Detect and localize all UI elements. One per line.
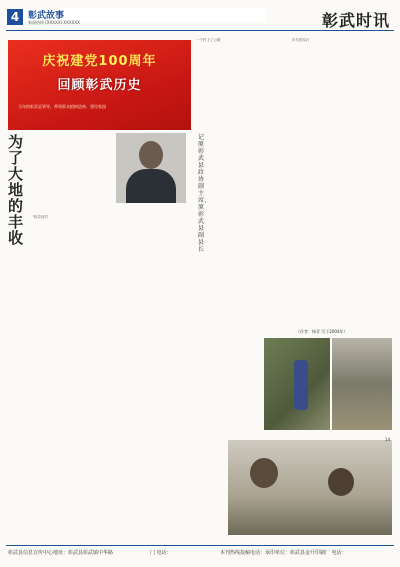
article-column-top-right bbox=[292, 38, 392, 278]
person-head-1 bbox=[250, 458, 278, 488]
article-column-top-mid bbox=[196, 38, 288, 278]
banner-caption: 当年的彰武县领导，带领群众植树造林，建设家园 bbox=[18, 104, 106, 109]
footer-left: 彰武县信息宣传中心地址：彰武县彰武镇中华路 bbox=[8, 550, 114, 556]
field-photo-bottom bbox=[228, 440, 392, 535]
header-subline: 新闻热线 (XXXXX) XXXXXX bbox=[28, 20, 80, 25]
field-photo-left bbox=[264, 338, 330, 430]
article-column-bottom-right bbox=[292, 285, 392, 325]
article-signature: （作者：杨青 写于2004年） bbox=[296, 329, 348, 334]
footer-right: 本刊热线投稿电话：承印单位：彰武县金升印刷厂 电话： bbox=[220, 550, 347, 556]
portrait-photo bbox=[116, 133, 186, 203]
article-subtitle: 记原彰武县政协副主席、原彰武县副县长 bbox=[198, 134, 211, 253]
column-tag: 彰武故事 bbox=[28, 11, 65, 21]
article-col1-text: “哈拉沟村 bbox=[32, 215, 48, 219]
article-col3-text: 年代的实行 bbox=[292, 38, 310, 42]
banner-subtitle: 回顾彰武历史 bbox=[57, 78, 142, 93]
page-number: 4 bbox=[7, 9, 23, 25]
article-title: 为了大地的丰收 bbox=[8, 133, 24, 247]
footer-rule bbox=[6, 545, 394, 546]
person-figure bbox=[294, 360, 308, 410]
article-col2-text: 一个村上了公路 bbox=[196, 38, 221, 42]
portrait-head bbox=[139, 141, 163, 169]
newspaper-brand: 彰武时讯 bbox=[321, 11, 390, 30]
portrait-body bbox=[126, 169, 176, 203]
person-head-2 bbox=[328, 468, 354, 496]
article-column-left2 bbox=[106, 215, 190, 535]
page-mark: 14 bbox=[385, 437, 391, 442]
anniversary-banner bbox=[8, 40, 191, 130]
article-column-left bbox=[32, 215, 102, 535]
field-photo-right bbox=[332, 338, 392, 430]
header-rule bbox=[6, 30, 394, 31]
footer-mid: 门 电话： bbox=[150, 550, 172, 556]
banner-title: 庆祝建党100周年 bbox=[42, 54, 157, 69]
